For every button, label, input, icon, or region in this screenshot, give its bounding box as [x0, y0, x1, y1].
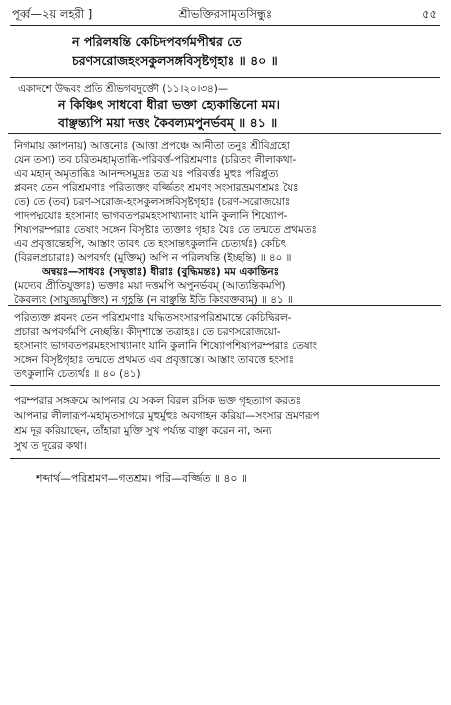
bengali-translation-line: আপনার লীলারূপ-মহামৃতসাগরে মুহুর্মুহুঃ অবগাহন করিয়া—সংসার ভ্রমণরূপ — [14, 410, 320, 422]
bengali-translation-line: শ্রম দূর করিয়াছেন, তাঁহারা মুক্তি সুখ পর্য্যন্ত বাঞ্ছা করেন না, অন্য — [14, 425, 272, 437]
verse-40-line-2: চরণসরোজহংসকুলসঙ্গবিসৃষ্টগৃহাঃ ॥ ৪০ ॥ — [72, 53, 278, 68]
header-rule — [10, 25, 440, 26]
commentary-line: প্লবনং তেন পরিশ্রমণাঃ পরিত্যক্তং বর্জ্জিতং শ্রমণং সংসারভ্রমণশ্রমঃ যৈঃ — [14, 182, 299, 194]
commentary-line: নিগমায় জ্ঞাপনায়) আত্তনোঃ (আত্তা প্রপঞ্চে আনীতা তনুঃ শ্রীবিগ্রহো — [14, 140, 290, 152]
page-number: ৫৫ — [422, 7, 437, 21]
verse-40-line-1: ন পরিলষন্তি কেচিদপবর্গমপীশ্বর তে — [72, 34, 242, 49]
commentary-line: শিষ্যপরম্পরাঃ তেষাং সঙ্গেন বিসৃষ্টাঃ ত্যক্তাঃ গৃহাঃ যৈঃ তে তন্মতে প্রথমতঃ — [14, 224, 317, 236]
verse-41-line-2: বাঞ্ছন্ত্যপি ময়া দত্তং কৈবল্যমপুনর্ভবম্‌ ॥ ৪১ ॥ — [58, 115, 278, 130]
commentary-2-line: সঙ্গেন বিসৃষ্টগৃহাঃ তন্মতে প্রথমত এব প্রবৃত্তাস্তে। আস্তাং তাবত্তে হংসাঃ — [14, 354, 295, 366]
word-meaning: শব্দার্থ—পরিশ্রমণ—গতশ্রম। পরি—বর্জ্জিত ॥ ৪০ ॥ — [36, 472, 247, 485]
commentary-line: (বিরলপ্রচারাঃ) অপবর্গং (মুক্তিম্‌) অপি ন পরিলষন্তি (ইচ্ছন্তি) ॥ ৪০ ॥ — [14, 252, 292, 264]
section-rule — [10, 385, 440, 386]
running-header-left: পূর্ব্ব—২য় লহরী ] — [12, 7, 93, 21]
verse-41-reference: একাদশে উদ্ধবং প্রতি শ্রীভগবদুক্তৌ (১১।২০।৩৪)— — [18, 83, 229, 95]
bengali-translation-line: সুখ ত দূরের কথা। — [14, 440, 87, 452]
anvaya-line: কৈবল্যং (সাযুজ্যমুক্তিং) ন গৃহ্ণন্তি (ন বাঞ্ছন্তি ইতি কিংবক্তব্যম্‌) ॥ ৪১ ॥ — [14, 294, 293, 306]
commentary-2-line: প্রচারা অপবর্গমপি নেচ্ছন্তি। কীদৃশাস্তে তত্রাহঃ। তে চরণসরোজয়ো- — [14, 326, 281, 338]
verse-rule — [10, 77, 440, 78]
commentary-2-line: হংসানাং ভাগবতপরমহংসাখ্যানাং যানি কুলানি শিষ্যোপশিষ্যপরম্পরাঃ তেষাং — [14, 340, 317, 352]
commentary-line: এব প্রবৃত্তান্তেহপি, আস্তাং তাবৎ তে হংসান্তৎকুলানি চেত্যর্থঃ) কেচিৎ — [14, 238, 286, 250]
commentary-2-line: পরিত্যক্ত প্লবনং তেন পরিশ্রমণাঃ যদ্ধিতসংসারপরিশ্রমান্তে কেচিদ্বিরল- — [14, 312, 292, 324]
footer-rule — [10, 458, 440, 459]
anvaya-line: (মদ্যেব প্রীতিযুক্তাঃ) ভক্তাঃ ময়া দত্তমপি অপুনর্ভবম্‌ (আত্যন্তিকমপি) — [14, 280, 286, 292]
commentary-line: যেন তস্য) তব চরিতমহামৃতাব্ধি-পরিবর্ত্ত-পরিশ্রমণাঃ (চরিতং লীলাকথা- — [14, 154, 297, 166]
commentary-2-line: তৎকুলানি চেত্যর্থঃ ॥ ৪০ (৪১) — [14, 368, 141, 380]
commentary-line: পাদপদ্মযোঃ হংসানাং ভাগবতপরমহংসাখ্যানাং যানি কুলানি শিষ্যোপ- — [14, 210, 288, 222]
verse-41-line-1: ন কিঞ্চিৎ সাধবো ধীরা ভক্তা হ্যেকান্তিনো মম। — [58, 97, 281, 112]
commentary-line: এব মহান্‌ অমৃতাব্ধিঃ আনন্দসমুদ্রঃ তত্র যঃ পরিবর্ত্তঃ মুহুঃ পরিপ্লুত্য — [14, 168, 279, 180]
bengali-translation-line: পরম্পরার সঙ্গক্রমে আপনার যে সকল বিরল রসিক ভক্ত গৃহত্যাগ করতঃ — [14, 395, 302, 407]
running-header-title: শ্রীভক্তিরসামৃতসিন্ধুঃ — [178, 7, 273, 21]
anvaya-line: অন্বয়ঃ—সাধবঃ (সদ্বৃত্তাঃ) ধীরাঃ (বুদ্ধিমন্তঃ) মম একান্তিনঃ — [42, 266, 280, 278]
commentary-line: তে) তে (তব) চরণ-সরোজ-হংসকুলসঙ্গবিসৃষ্টগৃহাঃ (চরণ-সরোজয়োঃ — [14, 196, 291, 208]
